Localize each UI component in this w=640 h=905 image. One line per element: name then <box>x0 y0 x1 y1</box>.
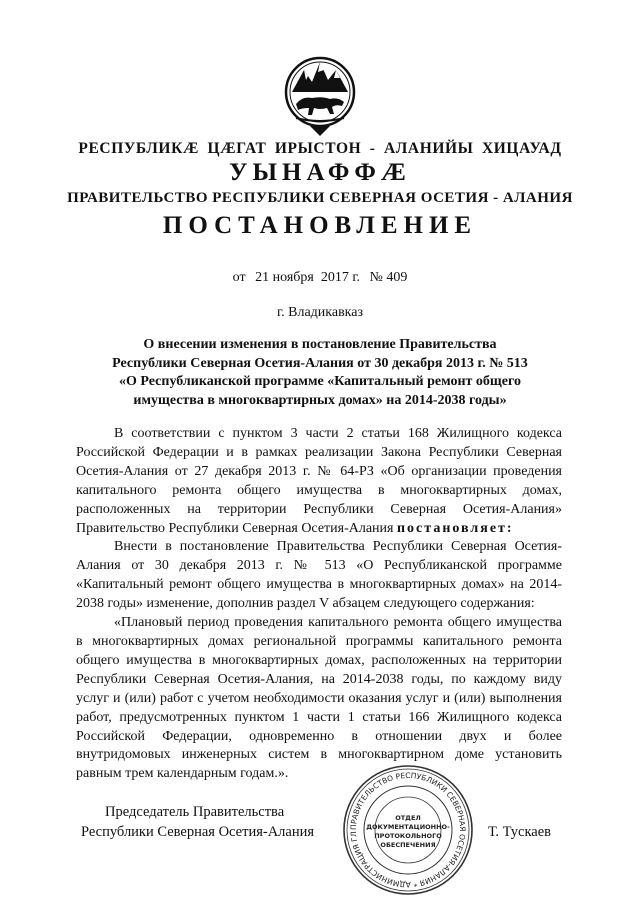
title-line: «О Республиканской программе «Капитальный ремонт общего <box>119 374 521 389</box>
signatory-position <box>81 802 314 842</box>
resolution-title: ПОСТАНОВЛЕНИЕ <box>162 212 478 239</box>
signatory-name: Т. Тускаев <box>488 824 552 840</box>
document-date: 21 ноября 2017 г. <box>255 270 360 285</box>
preamble-text: В соответствии с пунктом 3 части 2 статьи 168 Жилищного кодекса Российской Федерации и в рамках реализации Закона Республики Северная Осетия-Алания от 27 декабря 2013 г. № 64-РЗ «Об организации проведения капитального ремонта общего имущества в многоквартирных домах, расположенных на территории Республики Северная Осетия-Алания» Правительство Республики Северная Осетия-Алания <box>76 426 562 536</box>
ossetian-resolution-title: УЫНАФФӔ <box>229 159 411 186</box>
title-line: О внесении изменения в постановление Правительства <box>143 337 497 352</box>
document-body <box>76 425 562 784</box>
document-title <box>80 336 560 410</box>
position-line-1: Председатель Правительства <box>105 804 285 820</box>
document-number: № 409 <box>369 270 408 285</box>
title-line: Республики Северная Осетия-Алания от 30 декабря 2013 г. № 513 <box>112 355 528 371</box>
coat-of-arms-emblem <box>282 52 358 138</box>
position-line-2: Республики Северная Осетия-Алания <box>81 824 315 840</box>
body-paragraph-quote: «Плановый период проведения капитального ремонта общего имущества в многоквартирных домах региональной программы капитального ремонта общего имущества в многоквартирных домах, расположенных на территории Республики Северная Осетия-Алания, на 2014-2038 годы, по каждому виду услуг и (или) работ с учетом необходимости оказания услуг и (или) выполнения работ, предусмотренных пунктом 1 части 1 статьи 166 Жилищного кодекса Российской Федерации, одновременно в отношении двух и более внутридомовых инженерных систем в многоквартирном доме установить равным трем календарным годам.». <box>76 615 562 782</box>
official-stamp <box>338 760 478 900</box>
stamp-inner-line: ОТДЕЛ <box>395 814 421 822</box>
title-line: имущества в многоквартирных домах» на 2014-2038 годы» <box>133 392 507 408</box>
city: г. Владикавказ <box>276 305 364 320</box>
body-paragraph-preamble <box>76 425 562 538</box>
stamp-ring-text: ПРАВИТЕЛЬСТВО РЕСПУБЛИКИ СЕВЕРНАЯ ОСЕТИЯ-АЛАНИЯ * АДМИНИСТРАЦИЯ ГЛ <box>348 770 468 890</box>
body-paragraph-amendment: Внести в постановление Правительства Республики Северная Осетия-Алания от 30 декабря 2013 г. № 513 «О Республиканской программе «Капитальный ремонт общего имущества в многоквартирных домах» на 2014-2038 годы» изменение, дополнив раздел V абзацем следующего содержания: <box>76 539 562 612</box>
government-header: ПРАВИТЕЛЬСТВО РЕСПУБЛИКИ СЕВЕРНАЯ ОСЕТИЯ - АЛАНИЯ <box>67 190 573 206</box>
stamp-inner-line: ПРОТОКОЛЬНОГО <box>374 832 442 840</box>
date-line <box>0 270 640 286</box>
ossetian-republic-header: РЕСПУБЛИКӔ ЦӔГАТ ИРЫСТОН - АЛАНИЙЫ ХИЦАУАД <box>78 140 562 157</box>
date-prefix: от <box>232 270 246 285</box>
resolves-keyword: постановляет: <box>396 520 514 536</box>
stamp-inner-line: ДОКУМЕНТАЦИОННО- <box>366 823 450 831</box>
stamp-inner-line: ОБЕСПЕЧЕНИЯ <box>380 841 436 849</box>
